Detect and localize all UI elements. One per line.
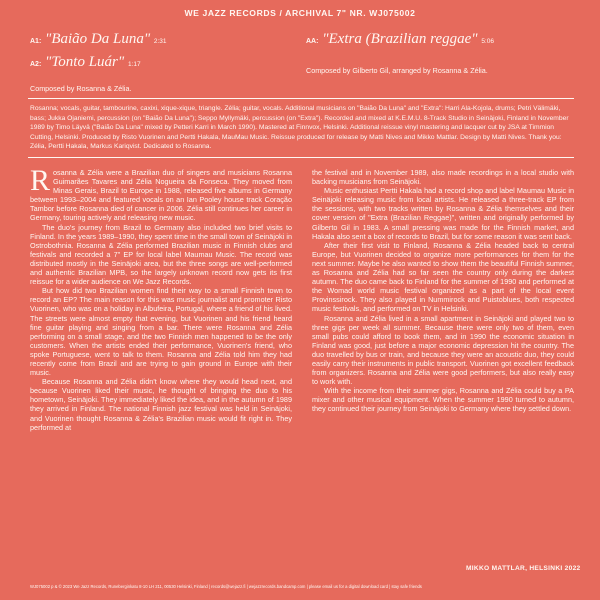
- divider: [28, 98, 574, 99]
- track-side: A1:: [30, 38, 42, 45]
- paragraph: Rosanna & Zélia were a Brazilian duo of singers and musicians Rosanna Guimarães Tavares and Zélia Nogueira da Fonseca. They moved from Minas Gerais, Brazil to Europe in 1988, released five albums in Germany between 1993–2004 and featured vocals on an Ian Pooley house track Coração Tambor before Rosanna died of cancer in 2006. Zélia still continues her career in Germany, touring actively and releasing new music.: [30, 164, 292, 223]
- track-title: "Tonto Luár": [45, 54, 125, 70]
- liner-notes-column-left: [30, 164, 292, 432]
- divider: [28, 157, 574, 158]
- paragraph: But how did two Brazilian women find their way to a small Finnish town to record an EP? The main reason for this was music journalist and promoter Risto Vuorinen, who was on a holiday in Albufeira, Portugal, where a friend of his lived. The streets were almost empty that evening, but Vuorinen and his friend heard fine guitar playing and singing from a bar. There were Rosanna and Zélia performing on a small stage, and the two Finnish men happened to be the only customers. When the artists ended their performance, Vuorinen's friend, who spoke Portuguese, went to talk to them. Rosanna and Zélia told him they had recently come from Brazil and are trying to gain ground in Europe with their music.: [30, 286, 292, 378]
- composer-credit-a: Composed by Rosanna & Zélia.: [30, 84, 132, 93]
- liner-notes-column-right: [312, 168, 574, 414]
- paragraph: Because Rosanna and Zélia didn't know where they would head next, and because Vuorinen liked their music, he thought of bringing the duo to his hometown, Seinäjoki. They immediately liked the idea, and in the autumn of 1989 they arrived in Finland. The national Finnish jazz festival was held in Seinäjoki, and Vuorinen thought Rosanna & Zélia's Brazilian music would fit right in. They performed at: [30, 377, 292, 432]
- author-signature: MIKKO MATTLAR, HELSINKI 2022: [466, 565, 581, 572]
- label-header: WE JAZZ RECORDS / ARCHIVAL 7" NR. WJ075002: [184, 8, 416, 18]
- paragraph: The duo's journey from Brazil to Germany also included two brief visits to Finland. In the years 1989–1990, they spent time in the small town of Seinäjoki in Ostrobothnia. Rosanna & Zélia performed Brazilian music in Finnish clubs and festivals and recorded a 7" EP for local label Maumau Music. The record was distributed mostly in the Seinäjoki area, but the three songs are well-performed and authentic Brazilian MPB, so the largely unknown record now gets its first reissue for a wider audience on We Jazz Records.: [30, 222, 292, 287]
- personnel-credits: Rosanna; vocals, guitar, tambourine, caxixi, xique-xique, triangle. Zélia; guitar, vocals. Additional musicians on "Baião Da Luna" and "Extra": Harri Ala-Kojola, drums; Petri Välimäki, bass; Jukka Ojaniemi, percussion (on "Baião Da Luna"); Seppo Myllymäki, percussion (on "Extra"). Recorded and mixed at K.E.M.U. 8-Track Studio in Seinäjoki, Finland in November 1989 by Timo Läyvä ("Baião Da Luna" mixed by Petteri Karri in March 1990). Mastered at Finnvox, Helsinki. Additional reissue vinyl mastering and lacquer cut by JSA at Timmion Cutting, Helsinki. Produced by Risto Vuorinen and Pertti Hakala, MauMau Music. Reissue produced for release by Matti Nives and Mikko Mattlar. Design by Matti Nives. Thank you: Zélia, Pertti Hakala, Markus Kariqvist. Dedicated to Rosanna.: [30, 105, 569, 151]
- track-duration: 5:06: [481, 38, 494, 45]
- paragraph: Music enthusiast Pertti Hakala had a record shop and label Maumau Music in Seinäjoki releasing music from local artists. He released a three-track EP from the sessions, with two tracks written by Rosanna & Zélia themselves and their cover version of "Extra (Brazilian Reggae)", written and originally performed by Gilberto Gil in 1983. A small pressing was made for the Finnish market, and Hakala also sent a box of records to Brazil, but for some reason it was sent back.: [312, 186, 574, 241]
- track-a2: [30, 54, 141, 71]
- paragraph: the festival and in November 1989, also made recordings in a local studio with backing musicians from Seinäjoki.: [312, 168, 574, 187]
- track-aa: [306, 31, 494, 48]
- track-title: "Extra (Brazilian reggae": [322, 31, 478, 47]
- track-side: A2:: [30, 61, 42, 68]
- track-duration: 1:17: [127, 61, 141, 68]
- track-side: AA:: [306, 38, 319, 45]
- paragraph: With the income from their summer gigs, Rosanna and Zélia could buy a PA mixer and other musical equipment. When the summer 1990 turned to autumn, they continued their journey from Seinäjoki to Germany where they settled down.: [312, 386, 574, 414]
- footer-legal: WJ075002 p & © 2023 We Jazz Records, Runeberginkatu 8-10 LH 211, 00530 Helsinki, Finland | records@wejazz.fi | wejazzrecords.bandcamp.com | please email us for a digital download card | stay safe friends: [30, 584, 422, 589]
- composer-credit-aa: Composed by Gilberto Gil, arranged by Rosanna & Zélia.: [306, 66, 488, 75]
- drop-cap: R: [30, 164, 51, 197]
- track-a1: [30, 31, 167, 48]
- paragraph: After their first visit to Finland, Rosanna & Zélia headed back to central Europe, but Vuorinen decided to organize more performances for them for the next summer. Maybe he also wanted to show them the beautiful Finnish summer, as Rosanna and Zélia had so far seen the country only during the darkest autumn. The duo came back to Finland for the summer of 1990 and performed at the Womad world music festival organized as a part of the local event Provinssirock. They also played in Nummirock and Puistoblues, both respected music festivals, and performed on TV in Helsinki.: [312, 240, 574, 314]
- track-title: "Baião Da Luna": [45, 31, 151, 47]
- paragraph: Rosanna and Zélia lived in a small apartment in Seinäjoki and played two to three gigs per week all summer. Because there were only two of them, even small pubs could afford to book them, and in 1990 the economic situation in Finland was good, just before a major economic depression hit the country. The duo travelled by bus or train, and because they were an acoustic duo, they could easily carry their instruments in public transport. Vuorinen got excellent feedback from organizers. Rosanna and Zélia were good performers, but also really easy to work with.: [312, 313, 574, 387]
- track-duration: 2:31: [153, 38, 167, 45]
